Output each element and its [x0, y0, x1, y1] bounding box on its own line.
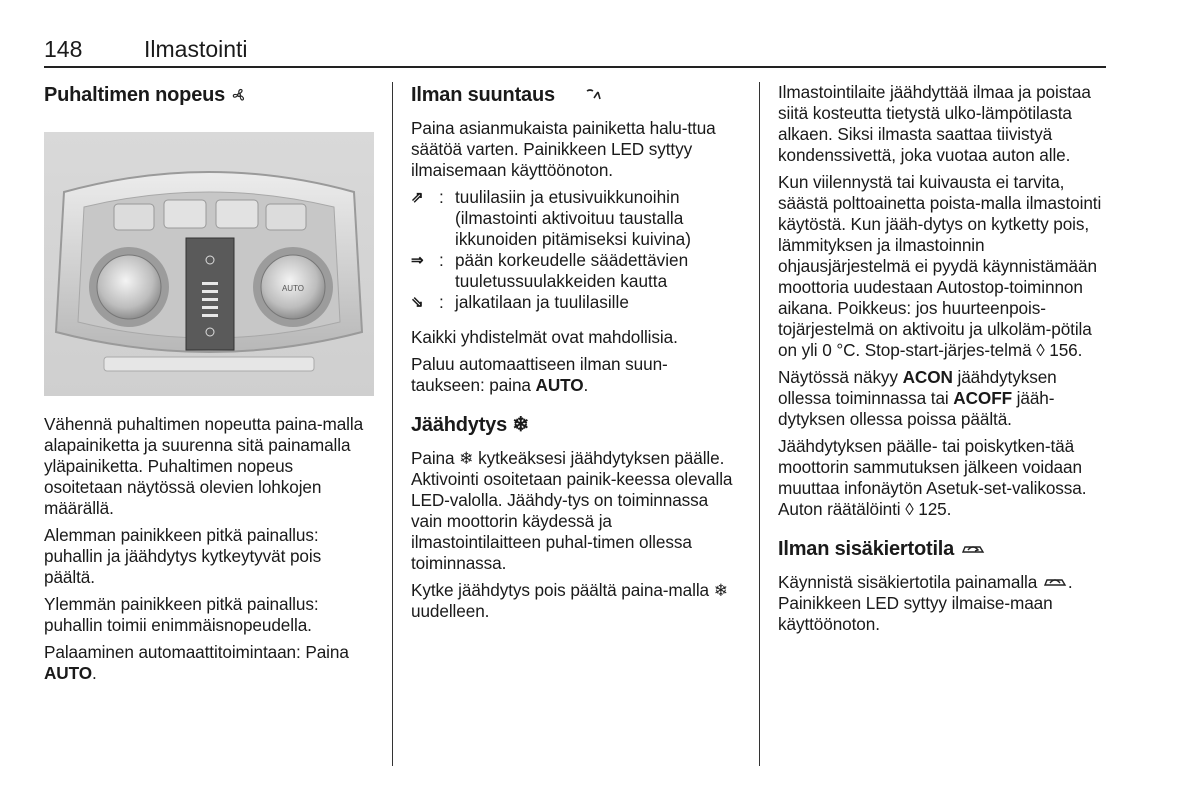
paragraph: Alemman painikkeen pitkä painallus: puhallin ja jäähdytys kytkeytyvät pois päältä.: [44, 525, 322, 587]
paragraph: Kaikki yhdistelmät ovat mahdollisia.: [411, 327, 678, 347]
paragraph: Jäähdytyksen päälle- tai poiskytken-tää moottorin sammutuksen jälkeen voidaan muuttaa infonäytön Asetuk-set-valikossa. Auton räätälöinti ◊ 125.: [778, 436, 1087, 519]
section-heading-recirculation: Ilman sisäkiertotila: [778, 536, 1108, 562]
legend-row: ⇗ : tuulilasiin ja etusivuikkunoihin (ilmastointi aktivoituu taustalla ikkunoiden pitämiseksi kuivina): [411, 187, 691, 249]
page-header: [44, 36, 1106, 64]
head-vent-icon: ⇒: [411, 252, 424, 269]
legend-row: ⇘ : jalkatilaan ja tuulilasille: [411, 292, 629, 312]
page-number: 148: [44, 36, 83, 62]
section-heading-fan-speed: Puhaltimen nopeus: [44, 82, 374, 108]
climate-control-panel-photo: [44, 132, 374, 396]
section-heading-cooling: Jäähdytys ❄: [411, 414, 529, 436]
paragraph: Ilmastointilaite jäähdyttää ilmaa ja poistaa siitä kosteutta tietystä ulko-lämpötilasta alkaen. Siksi ilmasta saattaa tiivistyä kondenssivettä, joka vuotaa auton alle.: [778, 82, 1091, 165]
windscreen-vent-icon: [560, 88, 630, 102]
paragraph: Käynnistä sisäkiertotila painamalla . Painikkeen LED syttyy ilmaise-maan käyttöönoton.: [778, 572, 1073, 634]
column-1: [44, 82, 374, 690]
chapter-title: Ilmastointi: [144, 36, 248, 62]
paragraph: Paina ❄ kytkeäksesi jäähdytyksen päälle. Aktivointi osoitetaan painik-keessa olevalla LED-valolla. Jäähdy-tys on toiminnassa vain moottorin käydessä ja ilmastointilaitteen puhal-timen ollessa toiminnassa.: [411, 448, 733, 573]
paragraph: Kytke jäähdytys pois päältä paina-malla ❄ uudelleen.: [411, 580, 728, 621]
paragraph: Kun viilennystä tai kuivausta ei tarvita, säästä polttoainetta poista-malla ilmastointi käytöstä. Kun jääh-dytys on kytketty pois, lämmityksen ja ilmastoinnin ohjausjärjestelmä ei pyydä käynnistämään moottoria uudestaan Autostop-toiminnon aikana. Poikkeus: jos huurteenpois-tojärjestelmä on aktivoitu ja ulkoläm-pötila on yli 0 °C. Stop-start-järjes-telmä ◊ 156.: [778, 172, 1102, 360]
section-heading-air-distribution: Ilman suuntaus: [411, 82, 741, 108]
paragraph: Paluu automaattiseen ilman suun-taukseen: paina AUTO.: [411, 354, 668, 395]
air-distribution-legend: [411, 187, 741, 313]
recirculation-icon: [959, 542, 987, 556]
column-divider: [759, 82, 760, 766]
legend-row: ⇒ : pään korkeudelle säädettävien tuuletussuulakkeiden kautta: [411, 250, 689, 291]
paragraph: Vähennä puhaltimen nopeutta paina-malla alapainiketta ja suurenna sitä painamalla yläpainiketta. Puhaltimen nopeus osoitetaan näytössä olevien lohkojen määrällä.: [44, 414, 364, 518]
column-3: [778, 82, 1108, 641]
column-divider: [392, 82, 393, 766]
paragraph: Näytössä näkyy ACON jäähdytyksen ollessa toiminnassa tai ACOFF jääh-dytyksen ollessa poissa päältä.: [778, 367, 1057, 429]
recirculation-icon: [1042, 575, 1068, 589]
knob-label: AUTO: [281, 284, 305, 293]
paragraph: Ylemmän painikkeen pitkä painallus: puhallin toimii enimmäisnopeudella.: [44, 594, 319, 635]
snowflake-icon: ❄: [512, 414, 529, 436]
header-rule: [44, 66, 1106, 68]
windscreen-icon: ⇗: [411, 189, 424, 206]
paragraph: Paina asianmukaista painiketta halu-ttua säätöä varten. Painikkeen LED syttyy ilmaisemaan käyttöönoton.: [411, 118, 716, 180]
fan-icon: [230, 88, 248, 102]
paragraph: Palaaminen automaattitoimintaan: Paina AUTO.: [44, 642, 349, 683]
footwell-icon: ⇘: [411, 294, 424, 311]
snowflake-icon: ❄: [713, 580, 728, 600]
snowflake-icon: ❄: [459, 448, 474, 468]
column-2: [411, 82, 741, 628]
